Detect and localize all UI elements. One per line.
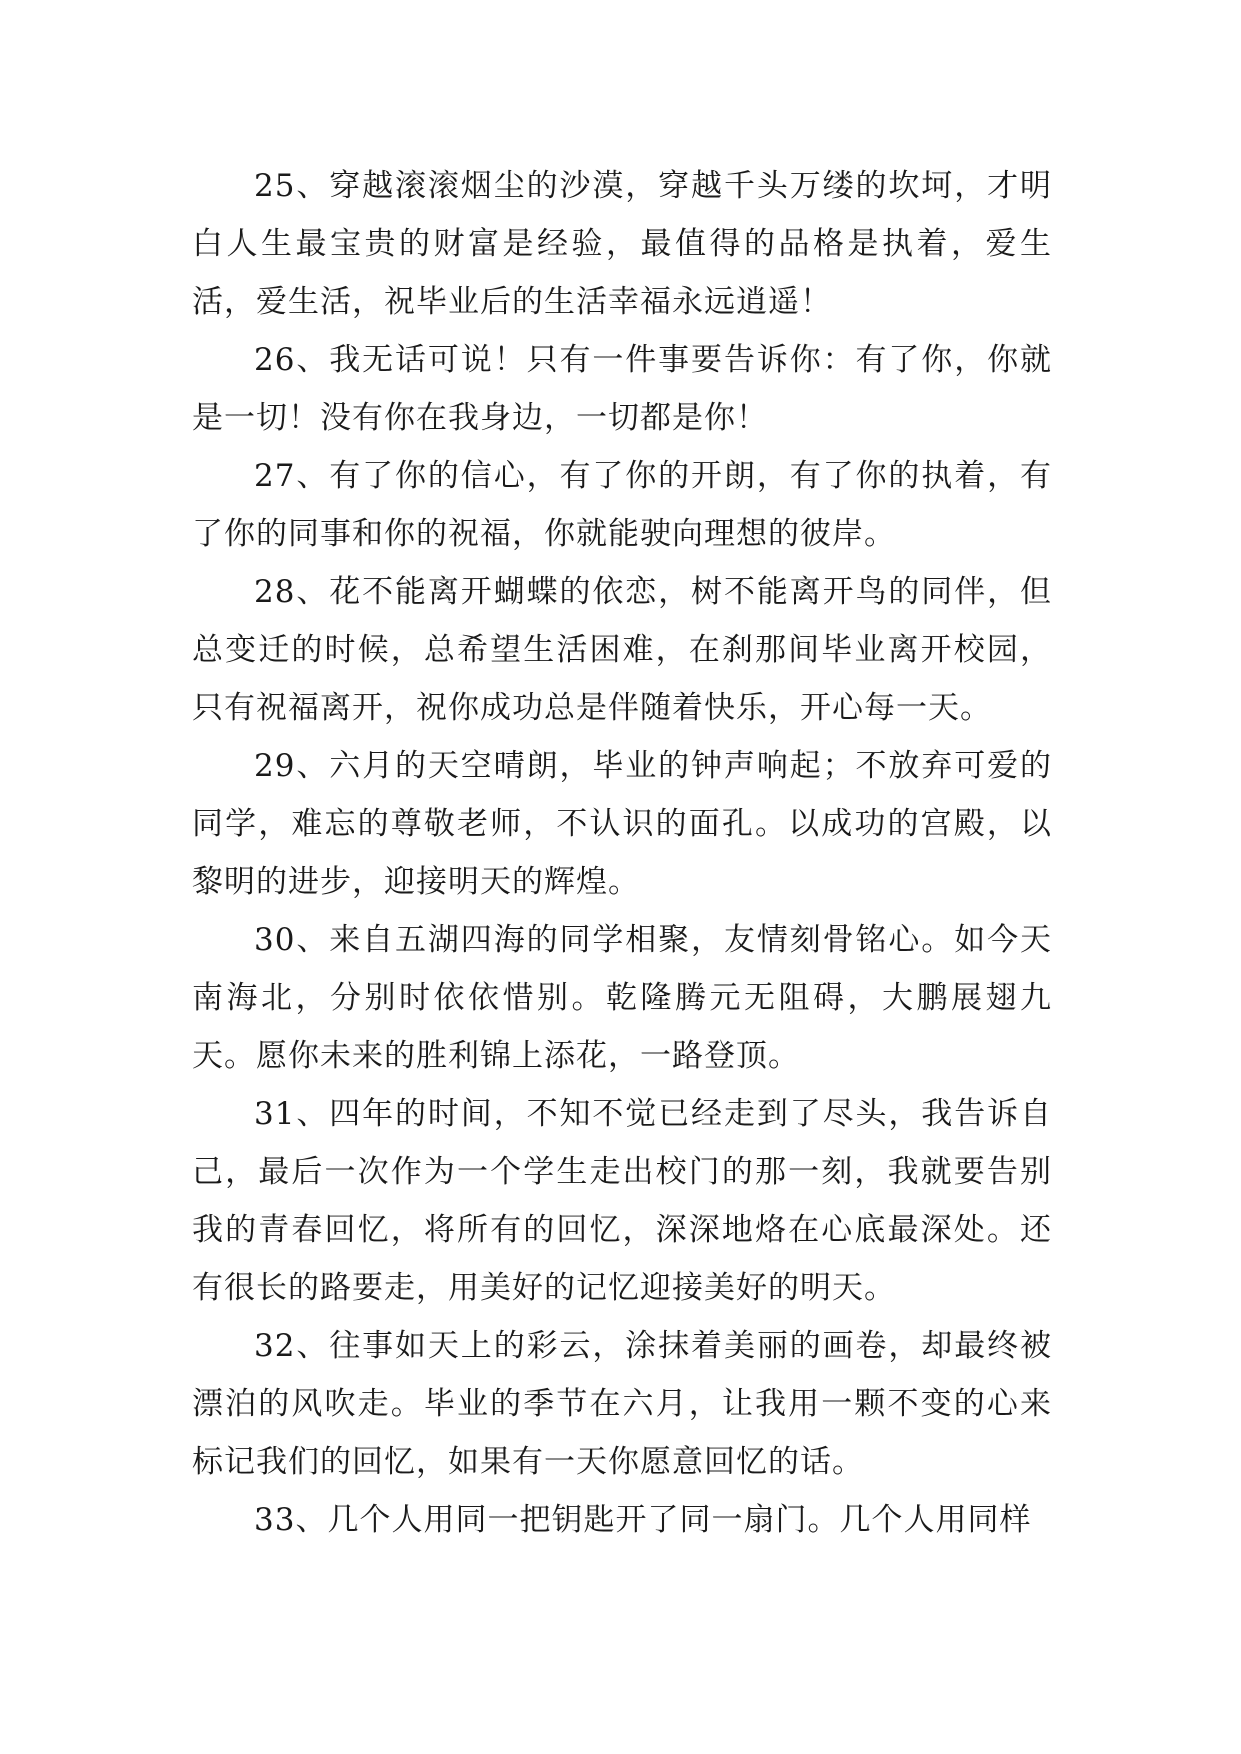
paragraph-28: 28、花不能离开蝴蝶的依恋，树不能离开鸟的同伴，但总变迁的时候，总希望生活困难，在刹那间毕业离开校园，只有祝福离开，祝你成功总是伴随着快乐，开心每一天。 [192,574,1052,726]
paragraph-33: 33、几个人用同一把钥匙开了同一扇门。几个人用同样 [254,1502,1032,1538]
paragraph-32: 32、往事如天上的彩云，涂抹着美丽的画卷，却最终被漂泊的风吹走。毕业的季节在六月，让我用一颗不变的心来标记我们的回忆，如果有一天你愿意回忆的话。 [192,1328,1052,1480]
paragraph-26: 26、我无话可说！只有一件事要告诉你：有了你，你就是一切！没有你在我身边，一切都是你！ [192,342,1052,436]
paragraph-30: 30、来自五湖四海的同学相聚，友情刻骨铭心。如今天南海北，分别时依依惜别。乾隆腾元无阻碍，大鹏展翅九天。愿你未来的胜利锦上添花，一路登顶。 [192,922,1052,1074]
paragraph-29: 29、六月的天空晴朗，毕业的钟声响起；不放弃可爱的同学，难忘的尊敬老师，不认识的面孔。以成功的宫殿，以黎明的进步，迎接明天的辉煌。 [192,748,1052,900]
paragraph-31: 31、四年的时间，不知不觉已经走到了尽头，我告诉自己，最后一次作为一个学生走出校门的那一刻，我就要告别我的青春回忆，将所有的回忆，深深地烙在心底最深处。还有很长的路要走，用美好的记忆迎接美好的明天。 [192,1096,1052,1306]
document-body [192,157,1052,1549]
paragraph-27: 27、有了你的信心，有了你的开朗，有了你的执着，有了你的同事和你的祝福，你就能驶向理想的彼岸。 [192,458,1052,552]
paragraph-25: 25、穿越滚滚烟尘的沙漠，穿越千头万缕的坎坷，才明白人生最宝贵的财富是经验，最值得的品格是执着，爱生活，爱生活，祝毕业后的生活幸福永远逍遥！ [192,168,1052,320]
